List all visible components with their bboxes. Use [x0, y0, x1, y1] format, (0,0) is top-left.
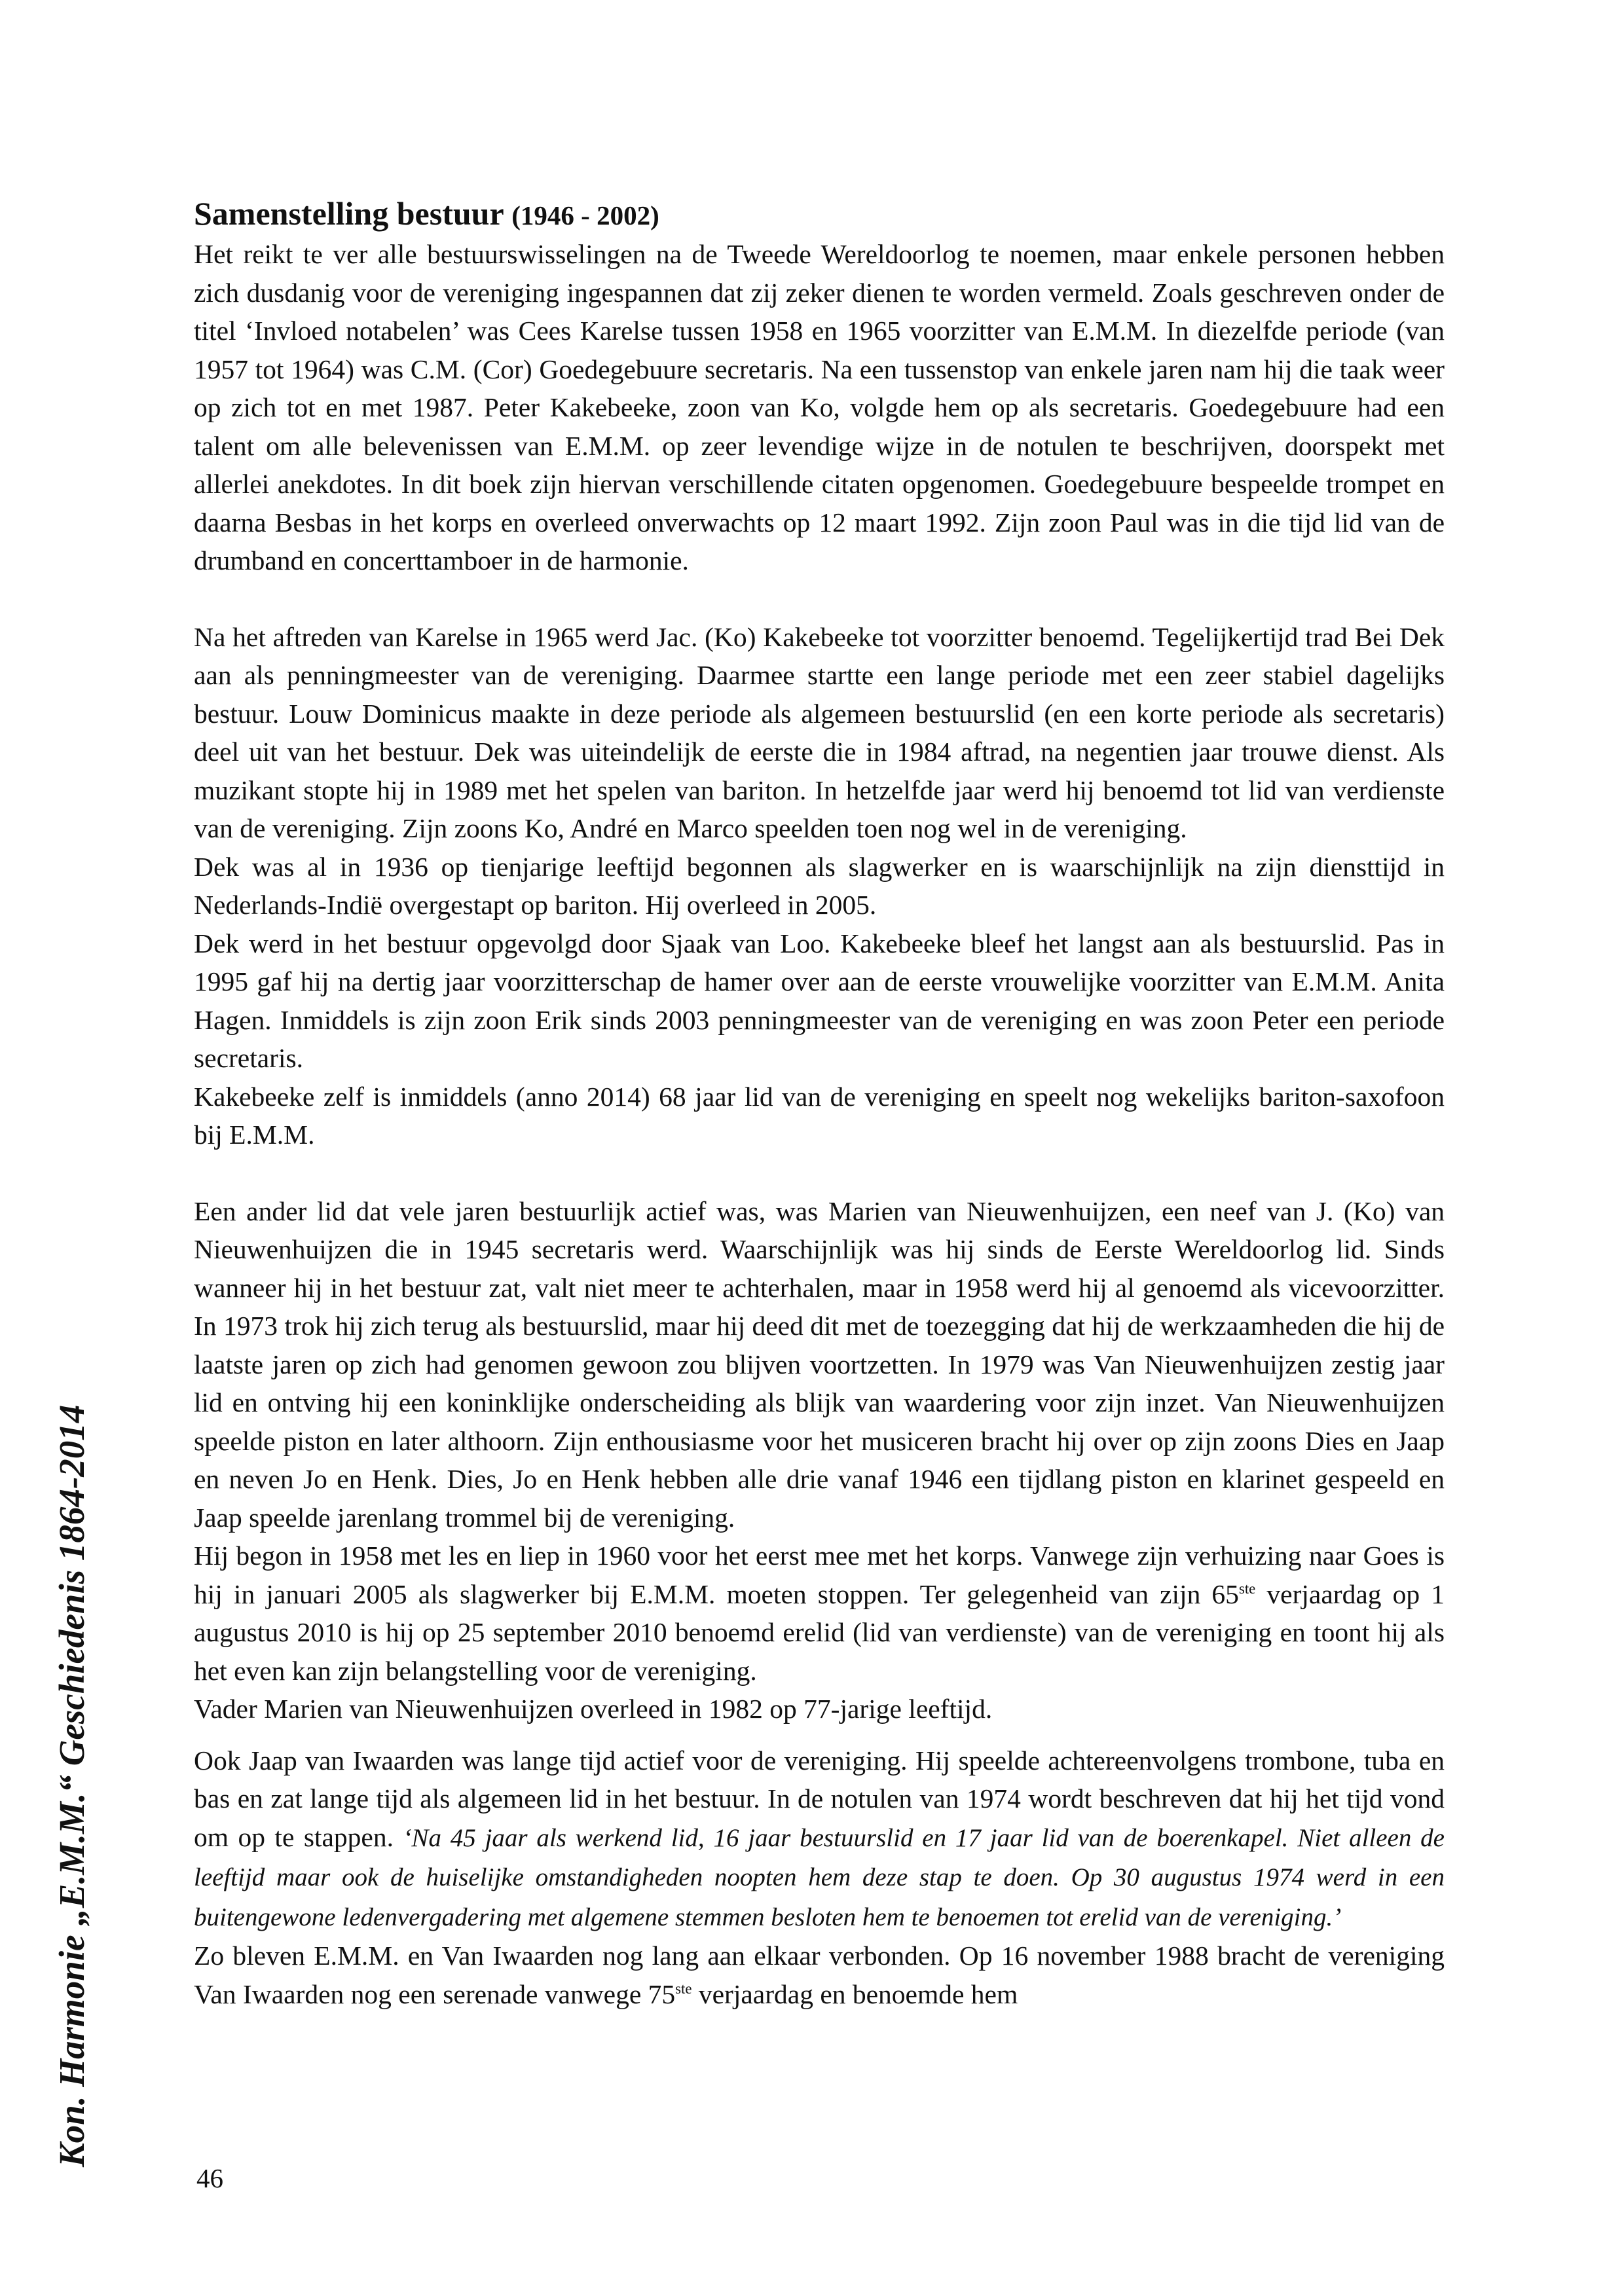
main-text-column — [194, 194, 1445, 2013]
paragraph-1: Het reikt te ver alle bestuurswisselingen na de Tweede Wereldoorlog te noemen, maar enkele personen hebben zich dusdanig voor de vereniging ingespannen dat zij zeker dienen te worden vermeld. Zoals geschreven onder de titel ‘Invloed notabelen’ was Cees Karelse tussen 1958 en 1965 voorzitter van E.M.M. In diezelfde periode (van 1957 tot 1964) was C.M. (Cor) Goedegebuure secretaris. Na een tussenstop van enkele jaren nam hij die taak weer op zich tot en met 1987. Peter Kakebeeke, zoon van Ko, volgde hem op als secretaris. Goedegebuure had een talent om alle belevenissen van E.M.M. op zeer levendige wijze in de notulen te beschrijven, doorspekt met allerlei anekdotes. In dit boek zijn hiervan verschillende citaten opgenomen. Goedegebuure bespeelde trompet en daarna Besbas in het korps en overleed onverwachts op 12 maart 1992. Zijn zoon Paul was in die tijd lid van de drumband en concerttamboer in de harmonie. — [194, 239, 1445, 575]
paragraph-10: Zo bleven E.M.M. en Van Iwaarden nog lang aan elkaar verbonden. Op 16 november 1988 bracht de vereniging Van Iwaarden nog een serenade vanwege 75ste verjaardag en benoemde hem — [194, 1941, 1445, 2009]
paragraph-8: Vader Marien van Nieuwenhuijzen overleed in 1982 op 77-jarige leeftijd. — [194, 1694, 993, 1724]
paragraph-7: Hij begon in 1958 met les en liep in 1960 voor het eerst mee met het korps. Vanwege zijn verhuizing naar Goes is hij in januari 2005 als slagwerker bij E.M.M. moeten stoppen. Ter gelegenheid van zijn 65ste verjaardag op 1 augustus 2010 is hij op 25 september 2010 benoemd erelid (lid van verdienste) van de vereniging en toont hij als het even kan zijn belangstelling voor de vereniging. — [194, 1540, 1445, 1686]
section-heading — [194, 194, 1445, 235]
section-heading-years: (1946 - 2002) — [511, 200, 659, 230]
paragraph-2: Na het aftreden van Karelse in 1965 werd Jac. (Ko) Kakebeeke tot voorzitter benoemd. Tegelijkertijd trad Bei Dek aan als penningmeester van de vereniging. Daarmee startte een lange periode met een zeer stabiel dagelijks bestuur. Louw Dominicus maakte in deze periode als algemeen bestuurslid (en een korte periode als secretaris) deel uit van het bestuur. Dek was uiteindelijk de eerste die in 1984 aftrad, na negentien jaar trouwe dienst. Als muzikant stopte hij in 1989 met het spelen van bariton. In hetzelfde jaar werd hij benoemd tot lid van verdienste van de vereniging. Zijn zoons Ko, André en Marco speelden toen nog wel in de vereniging. — [194, 621, 1445, 843]
notulen-quote: ‘Na 45 jaar als werkend lid, 16 jaar bestuurslid en 17 jaar lid van de boerenkapel. Niet alleen de leeftijd maar ook de huiselijke omstandigheden noopten hem deze stap te doen. Op 30 augustus 1974 werd in een buitengewone ledenvergadering met algemene stemmen besloten hem te benoemen tot erelid van de vereniging.’ — [194, 1823, 1445, 1931]
running-side-title: Kon. Harmonie „E.M.M.“ Geschiedenis 1864-2014 — [52, 1404, 92, 2167]
paragraph-6: Een ander lid dat vele jaren bestuurlijk actief was, was Marien van Nieuwenhuijzen, een neef van J. (Ko) van Nieuwenhuijzen die in 1945 secretaris werd. Waarschijnlijk was hij sinds de Eerste Wereldoorlog lid. Sinds wanneer hij in het bestuur zat, valt niet meer te achterhalen, maar in 1958 werd hij al genoemd als vicevoorzitter. In 1973 trok hij zich terug als bestuurslid, maar hij deed dit met de toezegging dat hij de werkzaamheden die hij de laatste jaren op zich had genomen gewoon zou blijven voortzetten. In 1979 was Van Nieuwenhuijzen zestig jaar lid en ontving hij een koninklijke onderscheiding als blijk van waardering voor zijn inzet. Van Nieuwenhuijzen speelde piston en later althoorn. Zijn enthousiasme voor het musiceren bracht hij over op zijn zoons Dies en Jaap en neven Jo en Henk. Dies, Jo en Henk hebben alle drie vanaf 1946 een tijdlang piston en klarinet gespeeld en Jaap speelde jarenlang trommel bij de vereniging. — [194, 1195, 1445, 1533]
paragraph-9: Ook Jaap van Iwaarden was lange tijd actief voor de vereniging. Hij speelde achtereenvolgens trombone, tuba en bas en zat lange tijd als algemeen lid in het bestuur. In de notulen van 1974 wordt beschreven dat hij het tijd vond om op te stappen. ‘Na 45 jaar als werkend lid, 16 jaar bestuurslid en 17 jaar lid van de boerenkapel. Niet alleen de leeftijd maar ook de huiselijke omstandigheden noopten hem deze stap te doen. Op 30 augustus 1974 werd in een buitengewone ledenvergadering met algemene stemmen besloten hem te benoemen tot erelid van de vereniging.’ — [194, 1745, 1445, 1931]
section-heading-title: Samenstelling bestuur — [194, 195, 504, 232]
paragraph-5: Kakebeeke zelf is inmiddels (anno 2014) 68 jaar lid van de vereniging en speelt nog wekelijks bariton-saxofoon bij E.M.M. — [194, 1081, 1445, 1150]
page-number: 46 — [196, 2163, 223, 2193]
paragraph-4: Dek werd in het bestuur opgevolgd door Sjaak van Loo. Kakebeeke bleef het langst aan als bestuurslid. Pas in 1995 gaf hij na dertig jaar voorzitterschap de hamer over aan de eerste vrouwelijke voorzitter van E.M.M. Anita Hagen. Inmiddels is zijn zoon Erik sinds 2003 penningmeester van de vereniging en was zoon Peter een periode secretaris. — [194, 928, 1445, 1073]
paragraph-3: Dek was al in 1936 op tienjarige leeftijd begonnen als slagwerker en is waarschijnlijk na zijn diensttijd in Nederlands-Indië overgestapt op bariton. Hij overleed in 2005. — [194, 851, 1445, 920]
